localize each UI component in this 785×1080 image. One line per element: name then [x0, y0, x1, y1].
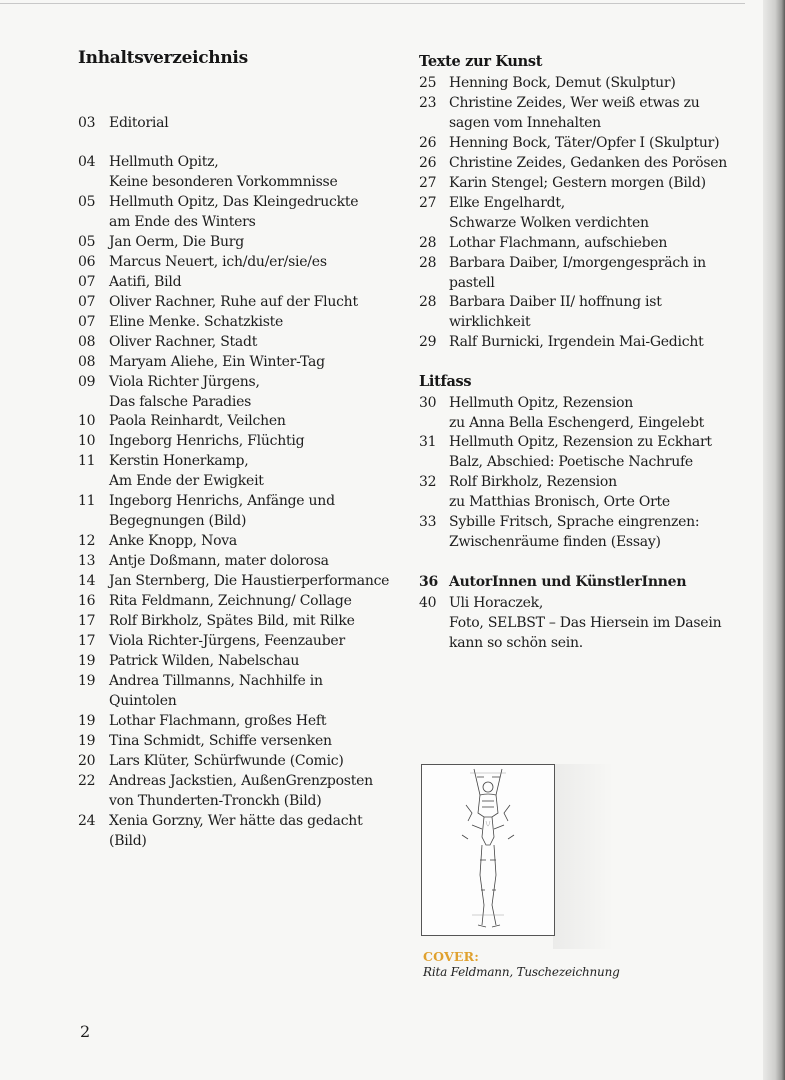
toc-entry-text: Christine Zeides, Wer weiß etwas zu sagen vom Innehalten: [449, 95, 700, 131]
toc-entry-text: Viola Richter-Jürgens, Feenzauber: [109, 633, 345, 649]
section-heading-litfass: Litfass: [419, 373, 472, 390]
toc-page-number: 19: [78, 653, 96, 669]
toc-entry-text: Barbara Daiber II/ hoffnung ist wirklichkeit: [449, 294, 662, 330]
toc-page-number: 26: [419, 155, 437, 171]
toc-entry: [78, 671, 404, 711]
toc-entry-text: Aatifi, Bild: [109, 274, 182, 290]
toc-entry: [78, 811, 404, 851]
toc-entry: [78, 292, 404, 312]
toc-entry-text: Hellmuth Opitz, Rezension zu Anna Bella Eschengerd, Eingelebt: [449, 395, 705, 431]
toc-page-number: 31: [419, 434, 437, 450]
toc-page-number: 11: [78, 493, 96, 509]
page-binding-shadow: [763, 0, 785, 1080]
toc-entry: [78, 651, 404, 671]
toc-entry: [419, 432, 749, 472]
toc-entry-text: Henning Bock, Täter/Opfer I (Skulptur): [449, 135, 720, 151]
toc-entry: [78, 751, 404, 771]
toc-entry-text: Oliver Rachner, Stadt: [109, 334, 258, 350]
toc-entry: [419, 472, 749, 512]
toc-entry-text: Lothar Flachmann, großes Heft: [109, 713, 327, 729]
toc-entry: [78, 152, 404, 192]
toc-entry-authors: [419, 572, 749, 592]
toc-entry-text: Rita Feldmann, Zeichnung/ Collage: [109, 593, 352, 609]
toc-entry: [78, 332, 404, 352]
top-rule: [0, 3, 745, 4]
toc-entry: [419, 593, 749, 653]
toc-entry: [78, 591, 404, 611]
toc-page-number: 23: [419, 95, 437, 111]
toc-page-number: 29: [419, 334, 437, 350]
toc-entry-text: Uli Horaczek, Foto, SELBST – Das Hiersein im Dasein kann so schön sein.: [449, 595, 722, 651]
toc-page-number: 13: [78, 553, 96, 569]
toc-entry-text: Editorial: [109, 115, 169, 131]
toc-page-number: 22: [78, 773, 96, 789]
toc-entry-text: Xenia Gorzny, Wer hätte das gedacht (Bild): [109, 813, 363, 849]
toc-page-number: 12: [78, 533, 96, 549]
toc-entry-text: Jan Oerm, Die Burg: [109, 234, 244, 250]
toc-page-number: 09: [78, 374, 96, 390]
toc-page-number: 08: [78, 334, 96, 350]
toc-page-number: 10: [78, 433, 96, 449]
toc-page-number: 07: [78, 314, 96, 330]
toc-entry-text: Oliver Rachner, Ruhe auf der Flucht: [109, 294, 358, 310]
toc-entry: [78, 411, 404, 431]
toc-page-number: 28: [419, 294, 437, 310]
toc-entry-text: Jan Sternberg, Die Haustierperformance: [109, 573, 390, 589]
toc-page-number: 10: [78, 413, 96, 429]
toc-page-number: 19: [78, 713, 96, 729]
toc-entry-text: Hellmuth Opitz, Rezension zu Eckhart Balz, Abschied: Poetische Nachrufe: [449, 434, 712, 470]
toc-entry: [78, 731, 404, 751]
toc-entry-text: Paola Reinhardt, Veilchen: [109, 413, 286, 429]
toc-page-number: 04: [78, 154, 96, 170]
toc-entry: [78, 771, 404, 811]
page-number: 2: [80, 1022, 91, 1041]
toc-entry-text: Sybille Fritsch, Sprache eingrenzen: Zwischenräume finden (Essay): [449, 514, 700, 550]
page-title: Inhaltsverzeichnis: [78, 48, 248, 68]
toc-entry: [78, 611, 404, 631]
toc-entry-text: Lars Klüter, Schürfwunde (Comic): [109, 753, 344, 769]
toc-entry: [419, 332, 749, 352]
toc-page-number: 27: [419, 175, 437, 191]
toc-entry-text: Karin Stengel; Gestern morgen (Bild): [449, 175, 706, 191]
toc-entry-text: Henning Bock, Demut (Skulptur): [449, 75, 676, 91]
toc-page-number: 08: [78, 354, 96, 370]
toc-page-number: 17: [78, 613, 96, 629]
toc-entry-text: AutorInnen und KünstlerInnen: [449, 574, 687, 590]
toc-entry-text: Tina Schmidt, Schiffe versenken: [109, 733, 332, 749]
toc-page-number: 33: [419, 514, 437, 530]
toc-entry: [419, 133, 749, 153]
toc-entry: [419, 93, 749, 133]
toc-entry-text: Rolf Birkholz, Rezension zu Matthias Bronisch, Orte Orte: [449, 474, 670, 510]
toc-page-number: 05: [78, 194, 96, 210]
toc-entry: [78, 531, 404, 551]
toc-entry: [419, 393, 749, 433]
toc-page-number: 26: [419, 135, 437, 151]
toc-entry-text: Anke Knopp, Nova: [109, 533, 238, 549]
toc-entry: [78, 272, 404, 292]
toc-page-number: 24: [78, 813, 96, 829]
ink-drawing-figure: [422, 765, 554, 935]
toc-page-number: 19: [78, 733, 96, 749]
toc-entry-text: Elke Engelhardt, Schwarze Wolken verdichten: [449, 195, 649, 231]
toc-entry: [78, 192, 404, 232]
toc-entry-text: Viola Richter Jürgens, Das falsche Paradies: [109, 374, 260, 410]
toc-entry: [419, 153, 749, 173]
toc-entry: [78, 352, 404, 372]
cover-label: COVER:: [423, 949, 480, 964]
cover-caption: Rita Feldmann, Tuschezeichnung: [423, 965, 620, 979]
toc-entry: [78, 571, 404, 591]
toc-entry-text: Hellmuth Opitz, Das Kleingedruckte am Ende des Winters: [109, 194, 359, 230]
toc-page-number: 05: [78, 234, 96, 250]
toc-entry-text: Barbara Daiber, I/morgengespräch in pastell: [449, 255, 706, 291]
toc-entry-text: Marcus Neuert, ich/du/er/sie/es: [109, 254, 327, 270]
toc-page-number: 16: [78, 593, 96, 609]
toc-entry-text: Kerstin Honerkamp, Am Ende der Ewigkeit: [109, 453, 264, 489]
toc-entry: [419, 253, 749, 293]
toc-entry: [78, 113, 404, 133]
toc-page-number: 06: [78, 254, 96, 270]
toc-page-number: 28: [419, 255, 437, 271]
toc-entry: [78, 551, 404, 571]
toc-entry: [419, 193, 749, 233]
toc-entry-text: Ralf Burnicki, Irgendein Mai-Gedicht: [449, 334, 704, 350]
toc-entry-text: Ingeborg Henrichs, Anfänge und Begegnungen (Bild): [109, 493, 335, 529]
cover-thumbnail: [421, 764, 555, 936]
toc-page-number: 40: [419, 595, 437, 611]
toc-entry: [419, 512, 749, 552]
toc-page-number: 11: [78, 453, 96, 469]
toc-page-number: 20: [78, 753, 96, 769]
toc-entry-text: Lothar Flachmann, aufschieben: [449, 235, 668, 251]
toc-entry-text: Andreas Jackstien, AußenGrenzposten von Thunderten-Tronckh (Bild): [109, 773, 373, 809]
toc-page-number: 30: [419, 395, 437, 411]
toc-entry-text: Ingeborg Henrichs, Flüchtig: [109, 433, 305, 449]
toc-entry: [78, 711, 404, 731]
toc-entry: [78, 631, 404, 651]
toc-entry-text: Antje Doßmann, mater dolorosa: [109, 553, 329, 569]
toc-entry: [78, 312, 404, 332]
toc-entry: [419, 292, 749, 332]
toc-page-number: 17: [78, 633, 96, 649]
toc-page-number: 36: [419, 574, 438, 590]
toc-entry: [419, 73, 749, 93]
section-heading-kunst: Texte zur Kunst: [419, 53, 543, 70]
toc-page-number: 28: [419, 235, 437, 251]
toc-entry: [78, 232, 404, 252]
toc-entry: [78, 431, 404, 451]
toc-page-number: 32: [419, 474, 437, 490]
toc-page-number: 14: [78, 573, 96, 589]
toc-entry: [78, 372, 404, 412]
toc-entry-text: Hellmuth Opitz, Keine besonderen Vorkommnisse: [109, 154, 338, 190]
toc-page-number: 25: [419, 75, 437, 91]
toc-entry: [78, 252, 404, 272]
toc-entry-text: Eline Menke. Schatzkiste: [109, 314, 284, 330]
toc-page-number: 07: [78, 274, 96, 290]
toc-entry: [419, 233, 749, 253]
toc-entry-text: Patrick Wilden, Nabelschau: [109, 653, 300, 669]
toc-page-number: 19: [78, 673, 96, 689]
toc-entry-text: Maryam Aliehe, Ein Winter-Tag: [109, 354, 325, 370]
toc-entry-text: Rolf Birkholz, Spätes Bild, mit Rilke: [109, 613, 355, 629]
toc-entry-text: Andrea Tillmanns, Nachhilfe in Quintolen: [109, 673, 323, 709]
toc-page-number: 27: [419, 195, 437, 211]
toc-entry: [78, 451, 404, 491]
toc-entry-text: Christine Zeides, Gedanken des Porösen: [449, 155, 728, 171]
toc-entry: [419, 173, 749, 193]
cover-shadow: [553, 764, 613, 949]
toc-page-number: 03: [78, 115, 96, 131]
toc-page-number: 07: [78, 294, 96, 310]
toc-entry: [78, 491, 404, 531]
